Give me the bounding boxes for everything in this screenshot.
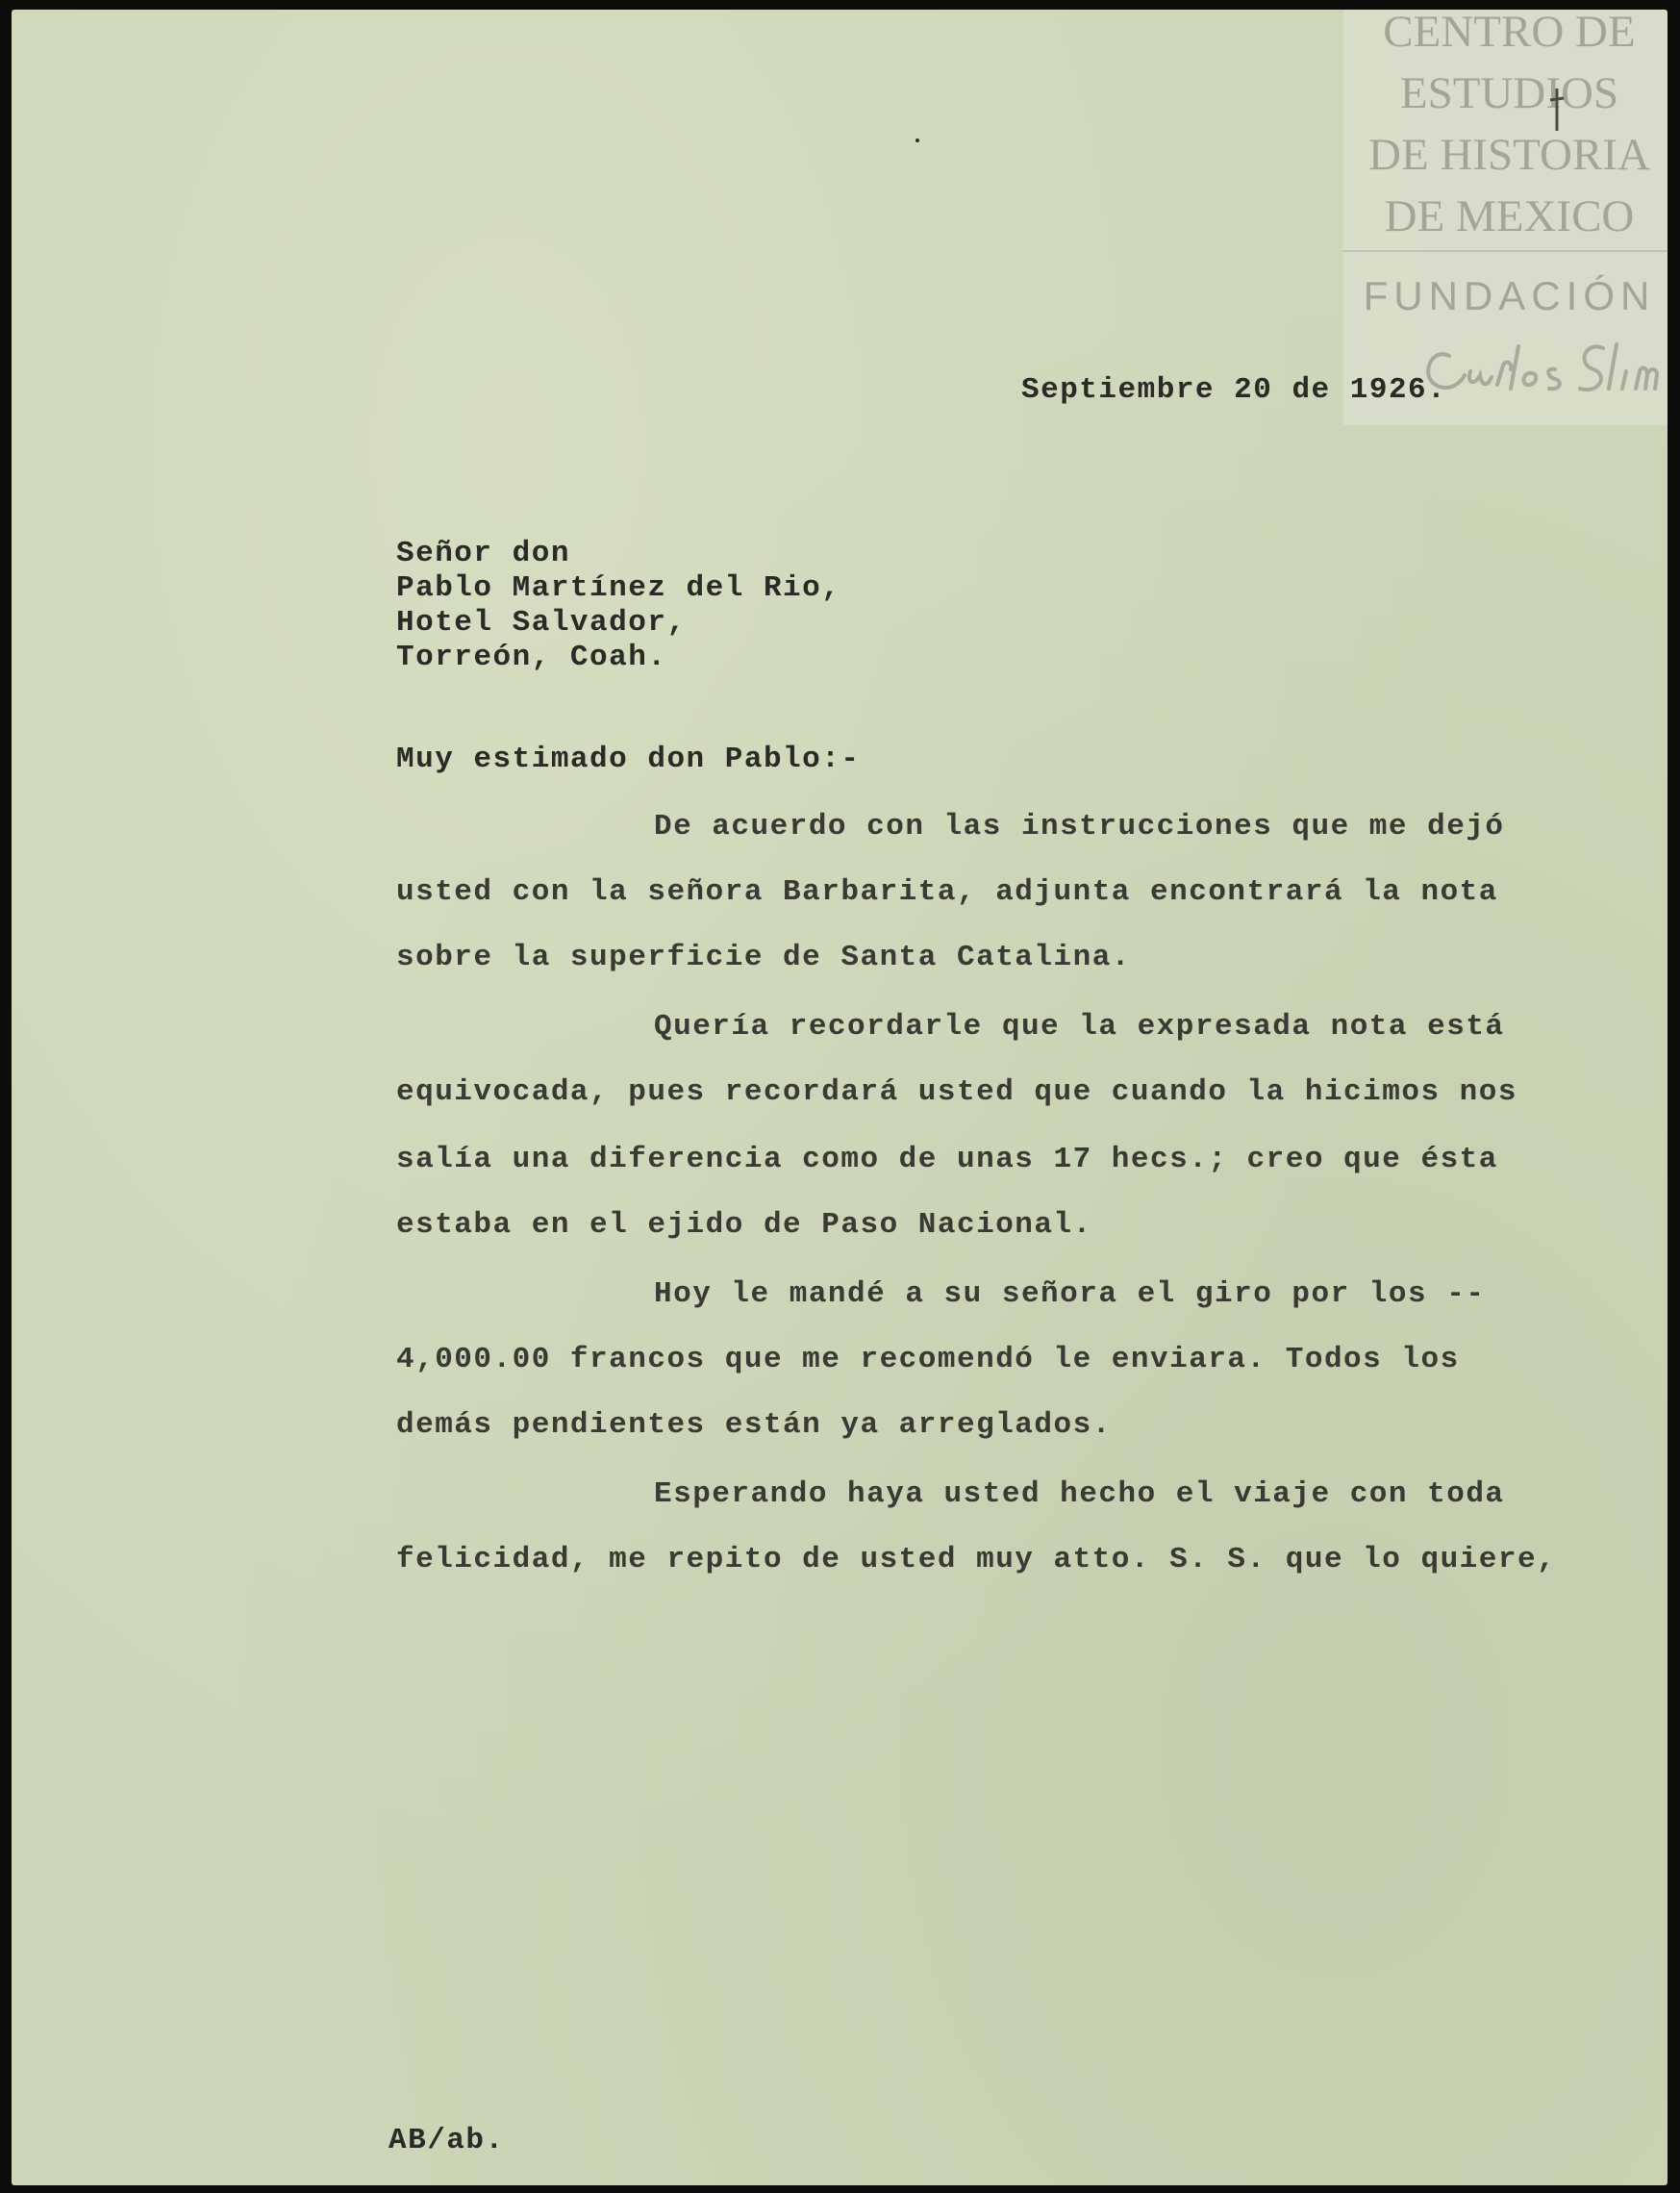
body-line: salía una diferencia como de unas 17 hecs.; creo que ésta (396, 1143, 1498, 1176)
body-line: sobre la superficie de Santa Catalina. (396, 941, 1131, 974)
body-line: 4,000.00 francos que me recomendó le enviara. Todos los (396, 1343, 1460, 1376)
pencil-mark-icon (1547, 87, 1567, 135)
stamp-line-1: CENTRO DE (1383, 10, 1636, 57)
letter-date: Septiembre 20 de 1926. (1021, 373, 1447, 407)
paper-speck (915, 139, 919, 142)
stamp-signature-icon (1411, 327, 1667, 414)
body-line: Quería recordarle que la expresada nota está (654, 1010, 1505, 1044)
recipient-name: Pablo Martínez del Rio, (396, 571, 841, 605)
stamp-line-3: DE HISTORIA (1368, 130, 1650, 180)
body-line: equivocada, pues recordará usted que cuando la hicimos nos (396, 1075, 1517, 1109)
body-line: demás pendientes están ya arreglados. (396, 1408, 1112, 1442)
archive-watermark-stamp (1343, 10, 1667, 425)
body-line: usted con la señora Barbarita, adjunta encontrará la nota (396, 875, 1498, 909)
typist-initials: AB/ab. (389, 2124, 505, 2157)
recipient-title: Señor don (396, 537, 570, 570)
body-line: estaba en el ejido de Paso Nacional. (396, 1208, 1092, 1242)
letter-greeting: Muy estimado don Pablo:- (396, 743, 861, 776)
body-line: felicidad, me repito de usted muy atto. S. S. que lo quiere, (396, 1543, 1557, 1576)
body-line: De acuerdo con las instrucciones que me dejó (654, 810, 1505, 844)
recipient-hotel: Hotel Salvador, (396, 606, 687, 640)
body-line: Hoy le mandé a su señora el giro por los -- (654, 1277, 1486, 1311)
stamp-foundation: FUNDACIÓN (1363, 273, 1656, 318)
stamp-divider (1343, 250, 1667, 252)
recipient-city: Torreón, Coah. (396, 641, 667, 674)
stamp-line-4: DE MEXICO (1384, 191, 1635, 241)
stamp-line-2: ESTUDIOS (1399, 68, 1619, 118)
letter-page (12, 10, 1667, 2185)
body-line: Esperando haya usted hecho el viaje con toda (654, 1477, 1505, 1511)
